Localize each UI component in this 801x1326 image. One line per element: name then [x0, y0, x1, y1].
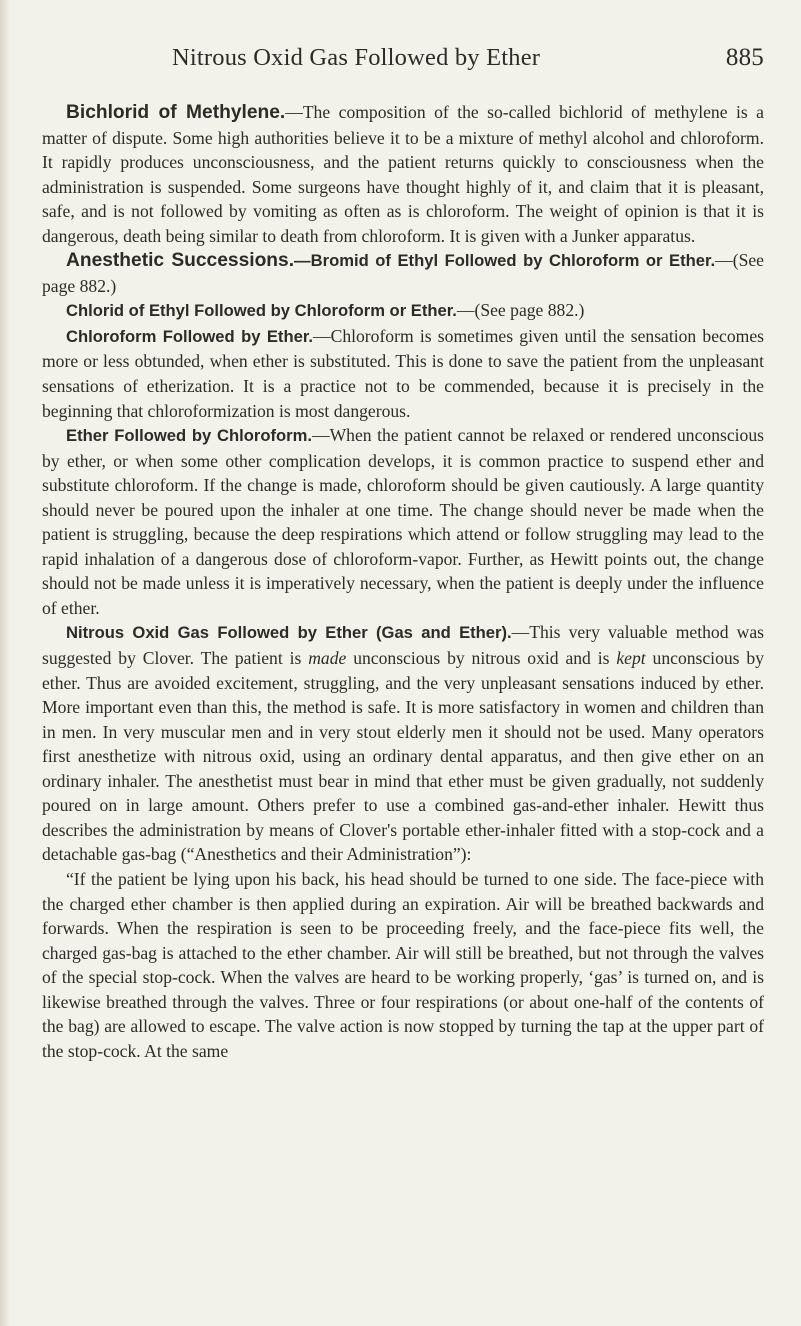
page-number: 885: [725, 44, 764, 71]
subsection-heading: Ether Followed by Chloroform.: [66, 426, 312, 446]
paragraph-hewitt-quotation: [42, 867, 764, 1063]
paragraph-bichlorid-of-methylene: [42, 100, 764, 248]
paragraph-text: unconscious by nitrous oxid and is: [346, 648, 617, 669]
body-text: [42, 100, 764, 1063]
paragraph-text: —(See page 882.): [42, 250, 764, 296]
section-heading: Bichlorid of Methylene.: [66, 102, 286, 123]
emphasis-made: made: [308, 648, 347, 669]
paragraph-chlorid-of-ethyl: [42, 298, 764, 324]
running-head: [42, 44, 764, 82]
emphasis-kept: kept: [616, 648, 646, 669]
running-head-title: Nitrous Oxid Gas Followed by Ether: [172, 44, 541, 71]
subsection-heading: Chloroform Followed by Ether.: [66, 326, 313, 346]
subsection-heading: Nitrous Oxid Gas Followed by Ether (Gas and Ether).: [66, 623, 512, 643]
subsection-heading: Chlorid of Ethyl Followed by Chloroform or Ether.: [66, 301, 457, 321]
paragraph-anesthetic-successions: [42, 248, 764, 298]
paragraph-text: —When the patient cannot be relaxed or rendered unconscious by ether, or when some other complication develops, it is common practice to suspend ether and substitute chloroform. If the change is made, chloroform should be given cautiously. A large quantity should never be poured upon the inhaler at one time. The change should never be made when the patient is struggling, because the deep respirations which attend or follow struggling may lead to the rapid inhalation of a dangerous dose of chloroform-vapor. Further, as Hewitt points out, the change should not be made unless it is imperatively necessary, when the patient is deeply under the influence of ether.: [42, 425, 764, 618]
paragraph-nitrous-oxid-followed-by-ether: [42, 620, 764, 866]
paragraph-ether-followed-by-chloroform: [42, 423, 764, 620]
section-heading: Anesthetic Successions.: [66, 250, 295, 272]
book-page: [42, 44, 764, 1063]
paragraph-chloroform-followed-by-ether: [42, 324, 764, 423]
subsection-heading: —Bromid of Ethyl Followed by Chloroform or Ether.: [294, 251, 716, 271]
paragraph-text: —Chloroform is sometimes given until the sensation becomes more or less obtunded, when ether is substituted. This is done to save the patient from the unpleasant sensations of etherization. It is a practice not to be commended, because it is precisely in the beginning that chloroformization is most dangerous.: [42, 325, 764, 421]
quotation-text: “If the patient be lying upon his back, his head should be turned to one side. The face-piece with the charged ether chamber is then applied during an expiration. Air will be breathed backwards and forwards. When the respiration is seen to be proceeding freely, and the face-piece fits well, the charged gas-bag is attached to the ether chamber. Air will still be breathed, but not through the valves of the special stop-cock. When the valves are heard to be working properly, ‘gas’ is turned on, and is likewise breathed through the valves. Three or four respirations (or about one-half of the contents of the bag) are allowed to escape. The valve action is now stopped by turning the tap at the upper part of the stop-cock. At the same: [42, 868, 764, 1061]
paragraph-text: unconscious by ether. Thus are avoided excitement, struggling, and the very unpleasant sensations induced by ether. More important even than this, the method is safe. It is more satisfactory in women and children than in men. In very muscular men and in very stout elderly men it should not be used. Many operators first anesthetize with nitrous oxid, using an ordinary dental apparatus, and then give ether on an ordinary inhaler. The anesthetist must bear in mind that ether must be given gradually, not suddenly poured on in large amount. Others prefer to use a combined gas-and-ether inhaler. Hewitt thus describes the administration by means of Clover's portable ether-inhaler fitted with a stop-cock and a detachable gas-bag (“Anesthetics and their Administration”):: [42, 648, 764, 865]
paragraph-text: —(See page 882.): [456, 300, 585, 321]
paragraph-text: —The composition of the so-called bichlorid of methylene is a matter of dispute. Some high authorities believe it to be a mixture of methyl alcohol and chloroform. It rapidly produces unconsciousness, and the patient returns quickly to consciousness when the administration is suspended. Some surgeons have thought highly of it, and claim that it is pleasant, safe, and is not followed by vomiting as often as is chloroform. The weight of opinion is that it is dangerous, death being similar to death from chloroform. It is given with a Junker apparatus.: [42, 102, 764, 246]
paragraph-text: —This very valuable method was suggested by Clover. The patient is: [42, 622, 764, 669]
page-edge-shadow: [0, 0, 10, 1326]
